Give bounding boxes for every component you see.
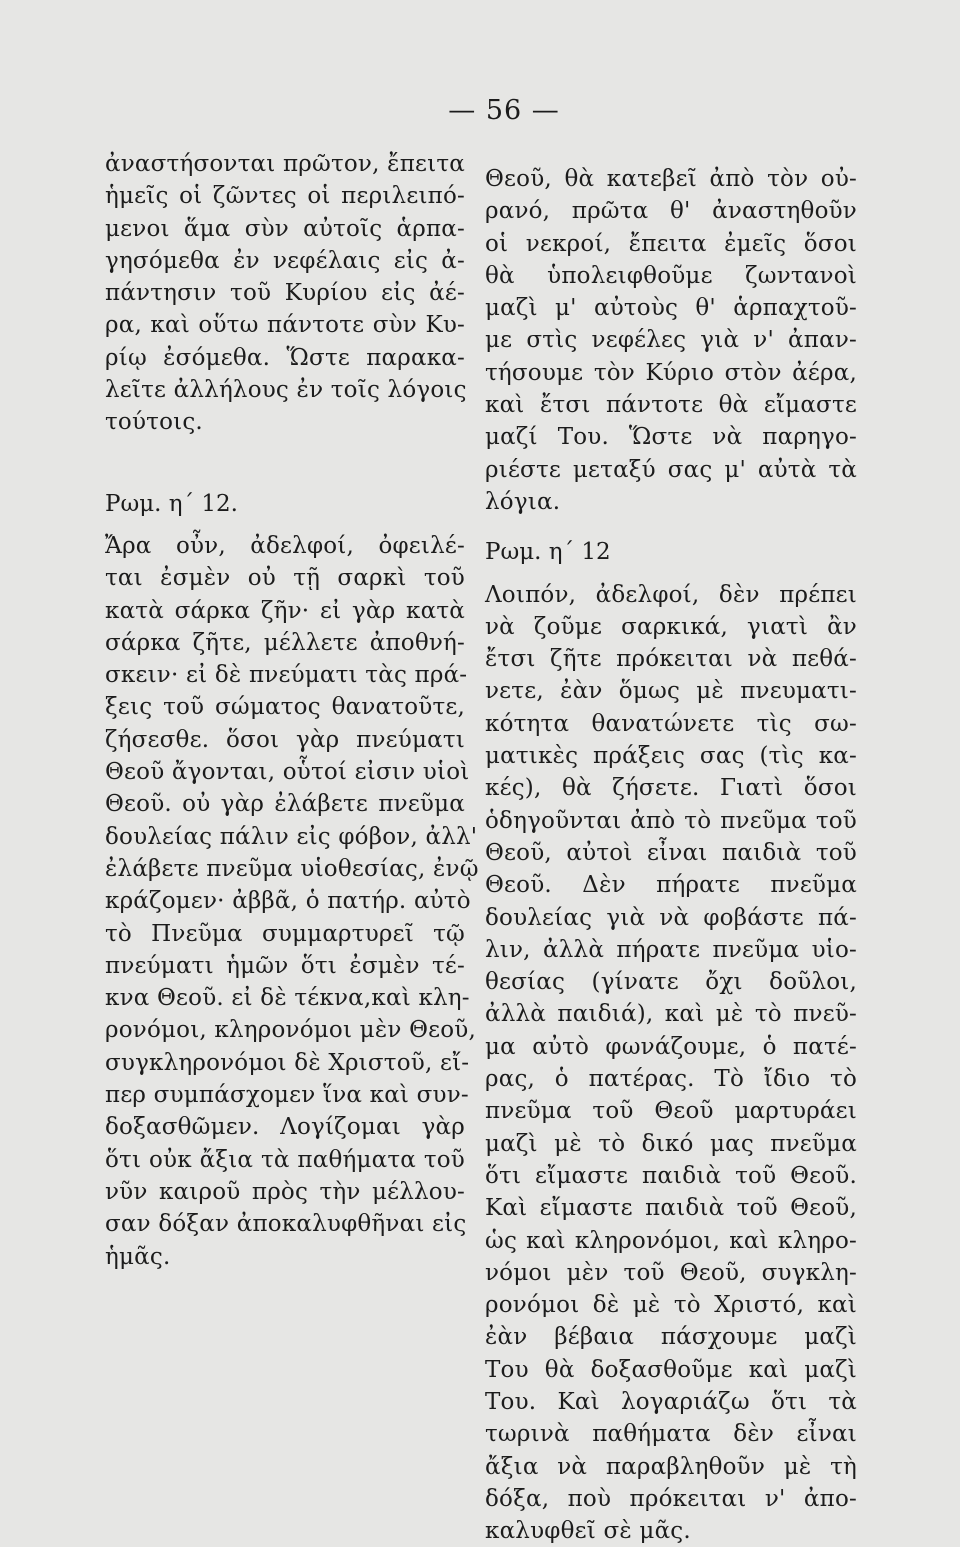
text-line: ξεις τοῦ σώματος θανατοῦτε,: [105, 694, 465, 721]
text-line: δόξα, ποὺ πρόκειται ν' ἀπο-: [485, 1485, 857, 1512]
text-line: ἀναστήσονται πρῶτον, ἔπειτα: [105, 151, 465, 177]
text-line: ἄξια νὰ παραβληθοῦν μὲ τὴ: [485, 1453, 857, 1480]
text-line: κράζομεν· ἀββᾶ, ὁ πατήρ. αὐτὸ: [105, 888, 471, 915]
text-line: κότητα θανατώνετε τὶς σω-: [485, 710, 857, 737]
text-line: πνεῦμα τοῦ Θεοῦ μαρτυράει: [485, 1098, 857, 1125]
right-heading-reference: Ρωμ. η΄ 12: [485, 539, 611, 566]
text-line: ματικὲς πράξεις σας (τὶς κα-: [485, 743, 857, 770]
text-line: ὅτι οὐκ ἄξια τὰ παθήματα τοῦ: [105, 1146, 465, 1173]
text-line: κνα Θεοῦ. εἰ δὲ τέκνα,καὶ κλη-: [105, 985, 470, 1012]
left-paragraph-1: [105, 148, 465, 439]
text-line: ρανό, πρῶτα θ' ἀναστηθοῦν: [485, 198, 857, 225]
text-line: ἡμεῖς οἱ ζῶντες οἱ περιλειπό-: [105, 183, 465, 210]
text-line: ἐὰν βέβαια πάσχουμε μαζὶ: [485, 1324, 857, 1351]
text-line: καὶ ἔτσι πάντοτε θὰ εἴμαστε: [485, 392, 857, 419]
text-line: ἡμᾶς.: [105, 1243, 171, 1270]
text-line: σάρκα ζῆτε, μέλλετε ἀποθνή-: [105, 629, 465, 656]
text-line: καλυφθεῖ σὲ μᾶς.: [485, 1518, 691, 1545]
text-line: νόμοι μὲν τοῦ Θεοῦ, συγκλη-: [485, 1259, 857, 1286]
text-line: ρονόμοι, κληρονόμοι μὲν Θεοῦ,: [105, 1017, 476, 1044]
text-line: δουλείας πάλιν εἰς φόβον, ἀλλ': [105, 823, 478, 850]
left-column-ancient-text: [105, 148, 479, 1273]
text-line: τὸ Πνεῦμα συμμαρτυρεῖ τῷ: [105, 920, 465, 947]
text-line: ὡς καὶ κληρονόμοι, καὶ κληρο-: [485, 1227, 857, 1254]
text-line: ρα, καὶ οὕτω πάντοτε σὺν Κυ-: [105, 312, 465, 339]
text-line: Θεοῦ, θὰ κατεβεῖ ἀπὸ τὸν οὐ-: [485, 166, 857, 192]
text-line: θὰ ὑπολειφθοῦμε ζωντανοὶ: [485, 262, 857, 289]
text-line: γησόμεθα ἐν νεφέλαις εἰς ἀ-: [105, 247, 465, 274]
text-line: σαν δόξαν ἀποκαλυφθῆναι εἰς: [105, 1211, 467, 1238]
text-line: με στὶς νεφέλες γιὰ ν' ἀπαν-: [485, 327, 857, 354]
text-line: ἔτσι ζῆτε πρόκειται νὰ πεθά-: [485, 646, 857, 673]
text-line: ρονόμοι δὲ μὲ τὸ Χριστό, καὶ: [485, 1292, 857, 1319]
text-line: μαζί Του. Ὥστε νὰ παρηγο-: [485, 424, 857, 451]
text-line: Θεοῦ. οὐ γὰρ ἐλάβετε πνεῦμα: [105, 791, 465, 818]
text-line: νετε, ἐὰν ὅμως μὲ πνευματι-: [485, 678, 857, 705]
text-line: δουλείας γιὰ νὰ φοβάστε πά-: [485, 904, 857, 931]
text-line: σκειν· εἰ δὲ πνεύματι τὰς πρά-: [105, 662, 468, 689]
text-line: νῦν καιροῦ πρὸς τὴν μέλλου-: [105, 1178, 465, 1205]
text-line: ρας, ὁ πατέρας. Τὸ ἴδιο τὸ: [485, 1066, 857, 1093]
text-line: οἱ νεκροί, ἔπειτα ἐμεῖς ὅσοι: [485, 230, 857, 257]
text-line: πνεύματι ἡμῶν ὅτι ἐσμὲν τέ-: [105, 952, 465, 979]
text-line: νὰ ζοῦμε σαρκικά, γιατὶ ἂν: [485, 613, 857, 640]
left-paragraph-2: [105, 530, 479, 1273]
text-line: ριέστε μεταξύ σας μ' αὐτὰ τὰ: [485, 456, 857, 483]
text-line: ὅτι εἴμαστε παιδιὰ τοῦ Θεοῦ.: [485, 1162, 857, 1189]
text-line: μενοι ἅμα σὺν αὐτοῖς ἁρπα-: [105, 215, 465, 242]
text-line: μαζὶ μ' αὐτοὺς θ' ἁρπαχτοῦ-: [485, 295, 857, 322]
right-column-modern-text: [485, 163, 857, 1547]
text-line: τήσουμε τὸν Κύριο στὸν ἀέρα,: [485, 359, 857, 386]
text-line: τωρινὰ παθήματα δὲν εἶναι: [485, 1421, 857, 1448]
text-line: μαζὶ μὲ τὸ δικό μας πνεῦμα: [485, 1130, 857, 1157]
text-line: μα αὐτὸ φωνάζουμε, ὁ πατέ-: [485, 1033, 857, 1060]
text-line: δοξασθῶμεν. Λογίζομαι γὰρ: [105, 1114, 465, 1141]
right-paragraph-1: [485, 163, 857, 518]
text-line: κές), θὰ ζήσετε. Γιατὶ ὅσοι: [485, 775, 857, 802]
text-line: ἀλλὰ παιδιά), καὶ μὲ τὸ πνεῦ-: [485, 1001, 857, 1028]
text-line: περ συμπάσχομεν ἵνα καὶ συν-: [105, 1082, 469, 1109]
text-line: ζήσεσθε. ὅσοι γὰρ πνεύματι: [105, 726, 465, 753]
text-line: Λοιπόν, ἀδελφοί, δὲν πρέπει: [485, 581, 857, 608]
text-line: ἐλάβετε πνεῦμα υἱοθεσίας, ἐνῷ: [105, 855, 479, 882]
text-line: θεσίας (γίνατε ὄχι δοῦλοι,: [485, 969, 857, 996]
text-line: λεῖτε ἀλλήλους ἐν τοῖς λόγοις: [105, 377, 467, 404]
text-line: πάντησιν τοῦ Κυρίου εἰς ἀέ-: [105, 280, 465, 307]
text-line: ρίῳ ἐσόμεθα. Ὥστε παρακα-: [105, 344, 465, 371]
text-line: Του. Καὶ λογαριάζω ὅτι τὰ: [485, 1388, 857, 1415]
text-line: Του θὰ δοξασθοῦμε καὶ μαζὶ: [485, 1356, 857, 1383]
text-line: Ἄρα οὖν, ἀδελφοί, ὀφειλέ-: [105, 532, 465, 559]
text-line: τούτοις.: [105, 409, 203, 436]
text-line: Καὶ εἴμαστε παιδιὰ τοῦ Θεοῦ,: [485, 1195, 857, 1222]
text-line: Θεοῦ. Δὲν πήρατε πνεῦμα: [485, 872, 857, 899]
text-line: Θεοῦ, αὐτοὶ εἶναι παιδιὰ τοῦ: [485, 839, 857, 866]
text-line: Θεοῦ ἄγονται, οὗτοί εἰσιν υἱοὶ: [105, 759, 470, 786]
left-heading-reference: Ρωμ. η΄ 12.: [105, 490, 238, 517]
text-line: ὁδηγοῦνται ἀπὸ τὸ πνεῦμα τοῦ: [485, 807, 857, 834]
text-line: λιν, ἀλλὰ πήρατε πνεῦμα υἱο-: [485, 936, 857, 963]
text-line: συγκληρονόμοι δὲ Χριστοῦ, εἴ-: [105, 1049, 470, 1076]
right-paragraph-2: [485, 579, 857, 1547]
text-line: ται ἐσμὲν οὐ τῇ σαρκὶ τοῦ: [105, 565, 465, 592]
text-line: κατὰ σάρκα ζῆν· εἰ γὰρ κατὰ: [105, 597, 465, 624]
page-number: — 56 —: [448, 95, 560, 126]
text-line: λόγια.: [485, 488, 561, 515]
